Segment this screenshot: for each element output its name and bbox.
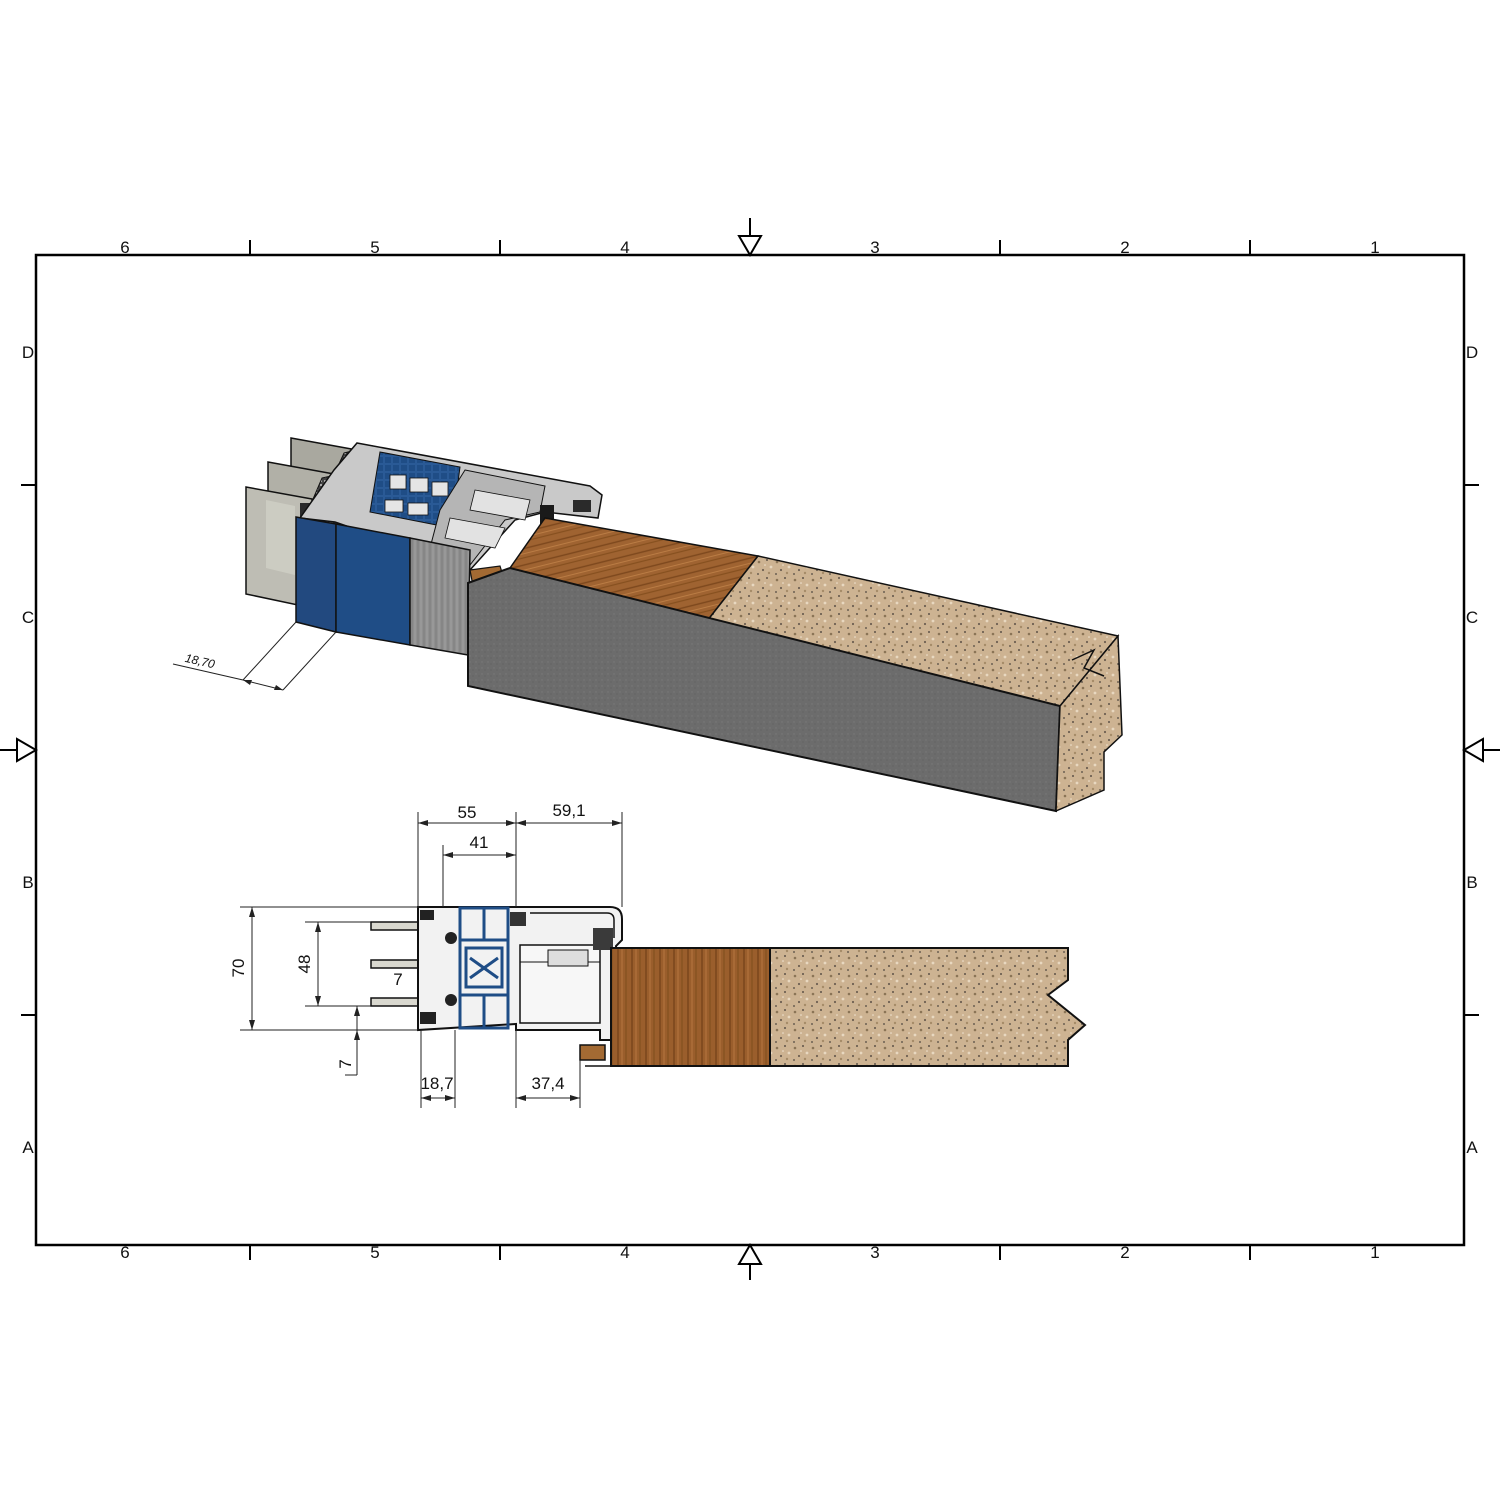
- dim-leaf-width: 59,1: [552, 801, 586, 820]
- row-label-left: C: [21, 608, 35, 627]
- dim-reveal-offset: 37,4: [531, 1074, 565, 1093]
- dim-total-height: 70: [229, 958, 248, 978]
- section-stone-wall: [770, 948, 1085, 1066]
- col-label-top: 2: [1120, 238, 1130, 257]
- dim-gap-upper: 7: [393, 970, 403, 989]
- centering-mark-left: [0, 739, 36, 761]
- col-label-bottom: 2: [1120, 1243, 1130, 1262]
- row-label-right: D: [1465, 343, 1479, 362]
- col-label-bottom: 3: [870, 1243, 880, 1262]
- centering-mark-top: [739, 218, 761, 255]
- isometric-view: [173, 438, 1122, 811]
- col-label-top: 1: [1370, 238, 1380, 257]
- col-label-top: 5: [370, 238, 380, 257]
- col-label-bottom: 4: [620, 1243, 630, 1262]
- section-frame-profile: [418, 907, 622, 1040]
- dim-frame-width: 55: [457, 803, 477, 822]
- sash-front-face-blue: [336, 524, 410, 645]
- dim-inner-width: 41: [469, 833, 489, 852]
- centering-mark-bottom: [739, 1245, 761, 1280]
- row-label-left: A: [22, 1138, 34, 1157]
- col-label-top: 6: [120, 238, 130, 257]
- col-label-top: 3: [870, 238, 880, 257]
- col-label-bottom: 5: [370, 1243, 380, 1262]
- row-label-right: C: [1465, 608, 1479, 627]
- row-label-right: A: [1466, 1138, 1478, 1157]
- frame-front-face-blue: [296, 517, 336, 632]
- section-wood-lining: [611, 948, 770, 1066]
- centering-mark-right: [1464, 739, 1500, 761]
- glazing-dimension: [173, 622, 336, 690]
- row-label-left: D: [21, 343, 35, 362]
- sheet-frame: [21, 240, 1479, 1260]
- row-label-left: B: [22, 873, 34, 892]
- dim-glazing-label: 18,70: [183, 650, 217, 672]
- aluminium-front-face: [410, 538, 470, 655]
- zone-labels: [22, 238, 1478, 1262]
- dim-gap-lower: 7: [336, 1059, 355, 1069]
- row-label-right: B: [1466, 873, 1478, 892]
- col-label-bottom: 1: [1370, 1243, 1380, 1262]
- col-label-top: 4: [620, 238, 630, 257]
- section-wood-stop: [580, 1045, 605, 1060]
- dim-glass-thickness: 18,7: [420, 1074, 454, 1093]
- section-view: [229, 801, 1085, 1108]
- dim-glass-height: 48: [295, 954, 314, 974]
- col-label-bottom: 6: [120, 1243, 130, 1262]
